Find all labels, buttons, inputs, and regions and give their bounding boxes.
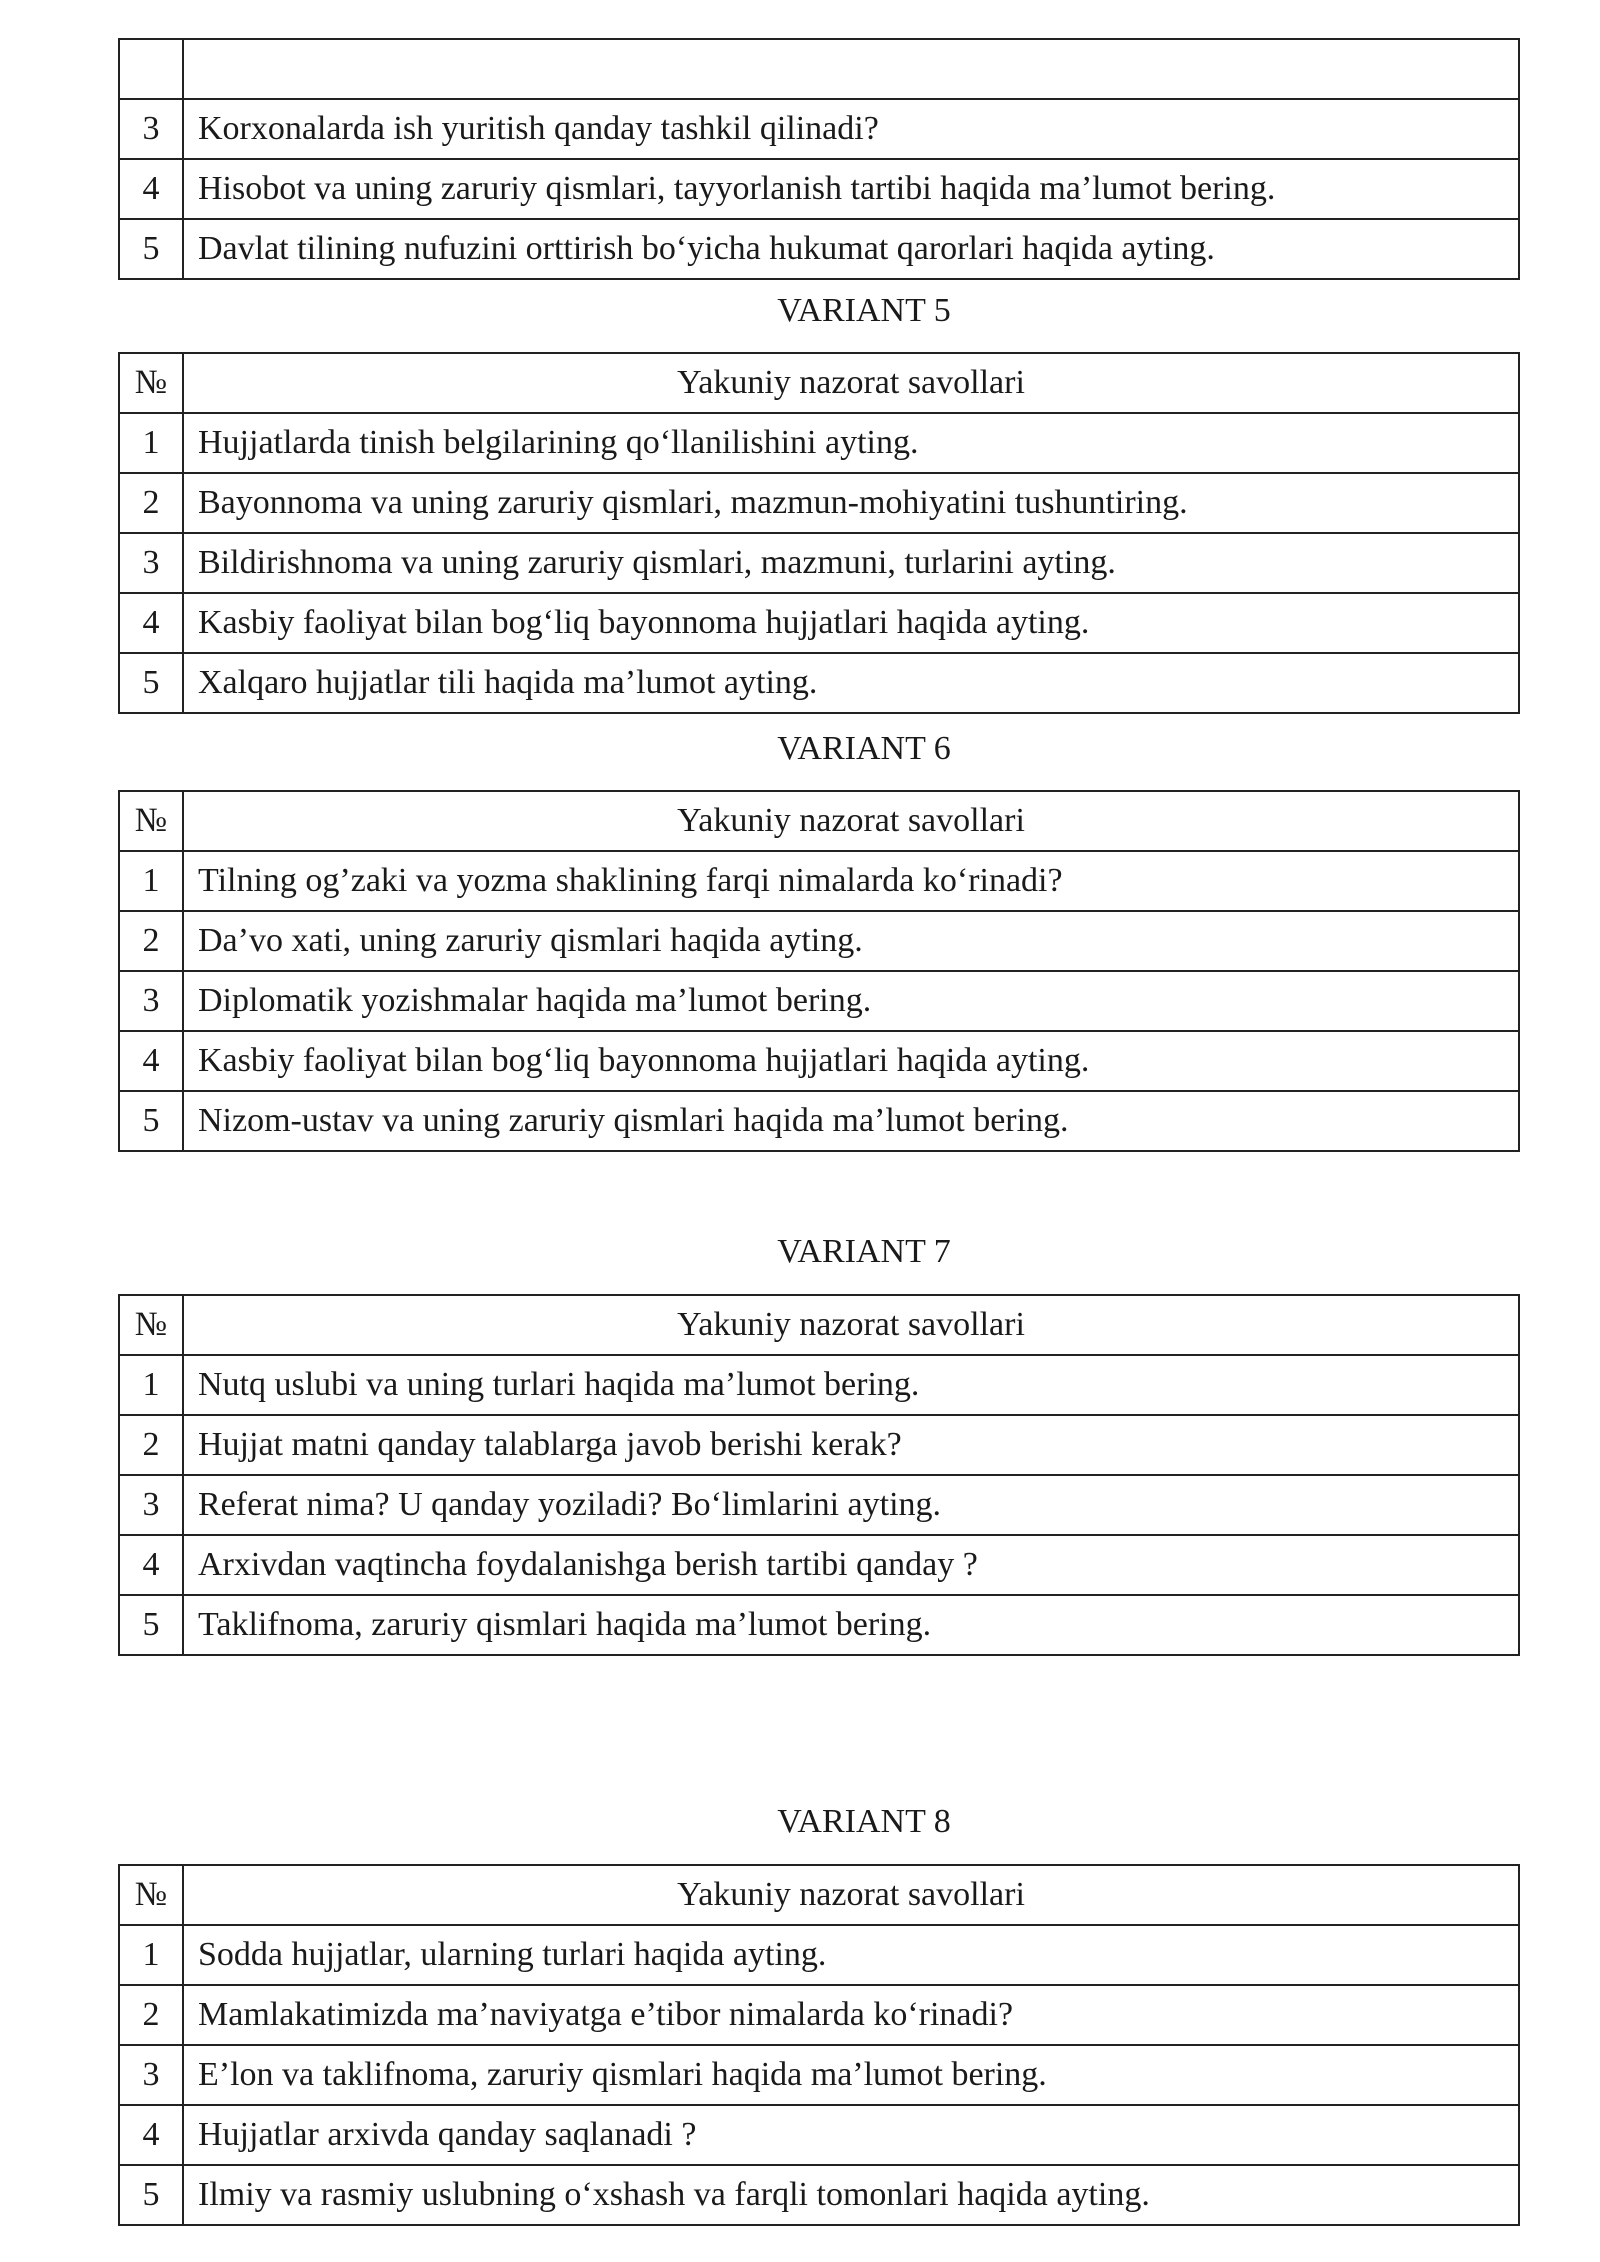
table-row (119, 1475, 1519, 1535)
row-number: 4 (119, 1535, 183, 1595)
table-row (119, 159, 1519, 219)
row-number: 2 (119, 1985, 183, 2045)
question-text: Arxivdan vaqtincha foydalanishga berish tartibi qanday ? (183, 1535, 1519, 1595)
question-text: Ilmiy va rasmiy uslubning o‘xshash va farqli tomonlari haqida ayting. (183, 2165, 1519, 2225)
row-number: 4 (119, 2105, 183, 2165)
questions-column-header: Yakuniy nazorat savollari (183, 791, 1519, 851)
table-row (119, 911, 1519, 971)
table-row (119, 2165, 1519, 2225)
question-text: Hujjatlar arxivda qanday saqlanadi ? (183, 2105, 1519, 2165)
table-row (119, 2045, 1519, 2105)
table-row (119, 413, 1519, 473)
variant-table (118, 1294, 1520, 1656)
question-text: Hujjat matni qanday talablarga javob berishi kerak? (183, 1415, 1519, 1475)
row-number: 3 (119, 1475, 183, 1535)
table-row (119, 851, 1519, 911)
question-text: Korxonalarda ish yuritish qanday tashkil qilinadi? (183, 99, 1519, 159)
question-text: Referat nima? U qanday yoziladi? Bo‘limlarini ayting. (183, 1475, 1519, 1535)
question-text (183, 39, 1519, 99)
table-row (119, 533, 1519, 593)
table-row (119, 1595, 1519, 1655)
row-number: 5 (119, 2165, 183, 2225)
table-row (119, 971, 1519, 1031)
question-text: Kasbiy faoliyat bilan bog‘liq bayonnoma hujjatlari haqida ayting. (183, 593, 1519, 653)
question-text: Da’vo xati, uning zaruriy qismlari haqida ayting. (183, 911, 1519, 971)
row-number: 4 (119, 1031, 183, 1091)
question-text: Davlat tilining nufuzini orttirish bo‘yicha hukumat qarorlari haqida ayting. (183, 219, 1519, 279)
questions-column-header: Yakuniy nazorat savollari (183, 353, 1519, 413)
variant-title: VARIANT 5 (777, 292, 951, 329)
variant-title: VARIANT 8 (777, 1803, 951, 1840)
table-row (119, 99, 1519, 159)
question-text: Hisobot va uning zaruriy qismlari, tayyorlanish tartibi haqida ma’lumot bering. (183, 159, 1519, 219)
row-number: 5 (119, 1595, 183, 1655)
row-number: 4 (119, 593, 183, 653)
variant-title: VARIANT 7 (777, 1233, 951, 1270)
row-number: 2 (119, 473, 183, 533)
row-number: 5 (119, 1091, 183, 1151)
question-text: Mamlakatimizda ma’naviyatga e’tibor nimalarda ko‘rinadi? (183, 1985, 1519, 2045)
number-column-header: № (119, 1295, 183, 1355)
variant-title: VARIANT 6 (777, 730, 951, 767)
question-text: Hujjatlarda tinish belgilarining qo‘llanilishini ayting. (183, 413, 1519, 473)
row-number: 3 (119, 99, 183, 159)
row-number: 3 (119, 971, 183, 1031)
number-column-header: № (119, 791, 183, 851)
questions-column-header: Yakuniy nazorat savollari (183, 1865, 1519, 1925)
row-number: 1 (119, 1355, 183, 1415)
question-text: Kasbiy faoliyat bilan bog‘liq bayonnoma hujjatlari haqida ayting. (183, 1031, 1519, 1091)
row-number: 5 (119, 219, 183, 279)
continuation-table (118, 38, 1520, 280)
table-row (119, 1355, 1519, 1415)
question-text: Bildirishnoma va uning zaruriy qismlari, mazmuni, turlarini ayting. (183, 533, 1519, 593)
table-row (119, 39, 1519, 99)
row-number: 2 (119, 911, 183, 971)
table-header-row (119, 791, 1519, 851)
table-row (119, 1031, 1519, 1091)
question-text: E’lon va taklifnoma, zaruriy qismlari haqida ma’lumot bering. (183, 2045, 1519, 2105)
variant-table (118, 352, 1520, 714)
question-text: Nutq uslubi va uning turlari haqida ma’lumot bering. (183, 1355, 1519, 1415)
variant-table (118, 790, 1520, 1152)
table-row (119, 473, 1519, 533)
table-header-row (119, 1295, 1519, 1355)
number-column-header: № (119, 353, 183, 413)
question-text: Tilning og’zaki va yozma shaklining farqi nimalarda ko‘rinadi? (183, 851, 1519, 911)
table-row (119, 1925, 1519, 1985)
table-row (119, 653, 1519, 713)
question-text: Xalqaro hujjatlar tili haqida ma’lumot ayting. (183, 653, 1519, 713)
table-header-row (119, 353, 1519, 413)
question-text: Nizom-ustav va uning zaruriy qismlari haqida ma’lumot bering. (183, 1091, 1519, 1151)
number-column-header: № (119, 1865, 183, 1925)
row-number: 3 (119, 533, 183, 593)
table-header-row (119, 1865, 1519, 1925)
table-row (119, 1415, 1519, 1475)
question-text: Sodda hujjatlar, ularning turlari haqida ayting. (183, 1925, 1519, 1985)
table-row (119, 1535, 1519, 1595)
row-number: 2 (119, 1415, 183, 1475)
question-text: Diplomatik yozishmalar haqida ma’lumot bering. (183, 971, 1519, 1031)
row-number: 5 (119, 653, 183, 713)
questions-column-header: Yakuniy nazorat savollari (183, 1295, 1519, 1355)
table-row (119, 1091, 1519, 1151)
table-row (119, 219, 1519, 279)
row-number: 1 (119, 413, 183, 473)
question-text: Bayonnoma va uning zaruriy qismlari, mazmun-mohiyatini tushuntiring. (183, 473, 1519, 533)
row-number: 3 (119, 2045, 183, 2105)
variant-table (118, 1864, 1520, 2226)
table-row (119, 593, 1519, 653)
row-number: 1 (119, 851, 183, 911)
table-row (119, 1985, 1519, 2045)
row-number (119, 39, 183, 99)
table-row (119, 2105, 1519, 2165)
row-number: 1 (119, 1925, 183, 1985)
row-number: 4 (119, 159, 183, 219)
question-text: Taklifnoma, zaruriy qismlari haqida ma’lumot bering. (183, 1595, 1519, 1655)
